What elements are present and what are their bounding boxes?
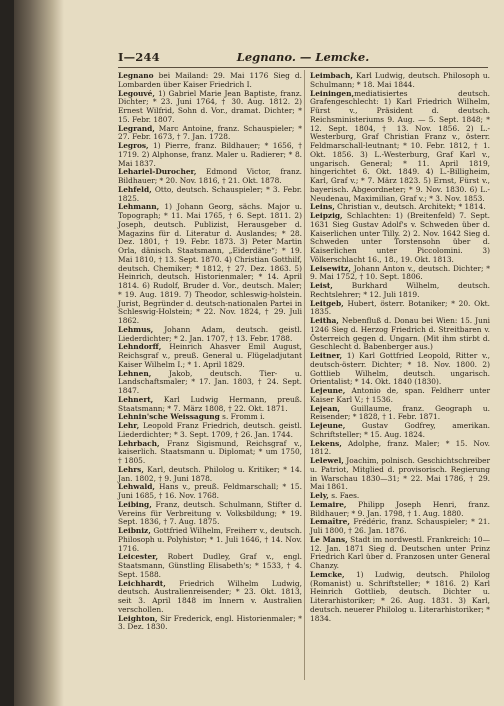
entry-headword: Lehnen, bbox=[118, 368, 152, 378]
entry-headword: Leipzig, bbox=[310, 211, 343, 220]
entry-text: Guillaume, franz. Geograph u. Reisender; * 1828, † 1. Febr. 1871. bbox=[310, 403, 490, 422]
entry-text: Burkhard Wilhelm, deutsch. Rechtslehrer; * 12. Juli 1819. bbox=[310, 281, 490, 299]
dictionary-entry bbox=[118, 90, 302, 125]
entry-text: 1) Johann Georg, sächs. Major u. Topograph; * 11. Mai 1765, † 6. Sept. 1811. 2) Joseph, deutsch. Publizist, Herausgeber d. Magazins für d. Literatur d. Auslandes; * 28. Dez. 1801, † 19. Febr. 1873. 3) Peter Martin Orla, dänisch. Staatsmann, „Eiderdäne“; * 19. Mai 1810, † 13. Sept. 1870. 4) Christian Gotthilf, deutsch. Chemiker; * 1812, † 27. Dez. 1863. 5) Heinrich, deutsch. Historienmaler; * 14. April 1814. 6) Rudolf, Bruder d. Vor., deutsch. Maler; * 19. Aug. 1819. 7) Theodor, schleswig-holstein. Jurist, Begründer d. deutsch-nationalen Partei in Schleswig-Holstein; * 22. Nov. 1824, † 29. Juli 1862. bbox=[118, 202, 302, 325]
entry-headword: Legros, bbox=[118, 141, 149, 150]
dictionary-entry bbox=[118, 72, 302, 90]
entry-text: Sir Frederick, engl. Historienmaler; * 3. Dez. 1830. bbox=[118, 613, 302, 632]
dictionary-entry bbox=[118, 466, 302, 484]
book-spine-edge bbox=[0, 0, 14, 706]
entry-headword: Lejeune, bbox=[310, 386, 346, 395]
entry-headword: Lemaire, bbox=[310, 499, 347, 509]
entry-headword: Lejeune, bbox=[310, 421, 346, 430]
left-column bbox=[118, 72, 302, 632]
entry-headword: Leimbach, bbox=[310, 71, 353, 80]
entry-headword: Lehndorff, bbox=[118, 342, 162, 352]
entry-text: s. Faes. bbox=[328, 491, 360, 500]
dictionary-entry bbox=[310, 72, 490, 90]
dictionary-entry bbox=[310, 265, 490, 283]
dictionary-entry bbox=[310, 536, 490, 571]
entry-text: Johann Adam, deutsch. geistl. Liederdichter; * 2. Jan. 1707, † 13. Febr. 1788. bbox=[118, 324, 302, 343]
entry-text: Antonio de, span. Feldherr unter Kaiser Karl V.; † 1536. bbox=[310, 386, 490, 404]
entry-headword: Lehwald, bbox=[118, 482, 155, 492]
entry-text: Nebenfluß d. Donau bei Wien: 15. Juni 1246 Sieg d. Herzog Friedrich d. Streitbaren v. Österreich gegen d. Ungarn. (Mit ihm stirbt d. Geschlecht d. Babenberger aus.) bbox=[310, 316, 490, 352]
entry-headword: Leibniz, bbox=[118, 526, 151, 535]
entry-headword: Lely, bbox=[310, 491, 329, 500]
entry-headword: Lehr, bbox=[118, 421, 140, 430]
page-header bbox=[118, 47, 488, 67]
dictionary-entry bbox=[118, 501, 302, 527]
dictionary-entry bbox=[310, 422, 490, 440]
entry-headword: Leighton, bbox=[118, 613, 158, 623]
dictionary-entry bbox=[118, 440, 302, 466]
entry-headword: Lehrbach, bbox=[118, 438, 160, 448]
entry-headword: Leibing, bbox=[118, 499, 152, 509]
dictionary-entry bbox=[118, 422, 302, 440]
dictionary-entry bbox=[118, 203, 302, 326]
entry-text: Gottfried Wilhelm, Freiherr v., deutsch. Philosoph u. Polyhistor; * 1. Juli 1646, † 14. Nov. 1716. bbox=[118, 526, 302, 553]
entry-headword: Lehmus, bbox=[118, 324, 154, 334]
entry-text: Stadt im nordwestl. Frankreich: 10—12. Jan. 1871 Sieg d. Deutschen unter Prinz Friedrich Karl über d. Franzosen unter General Chanzy. bbox=[310, 534, 490, 570]
entry-text: bei Mailand: 29. Mai 1176 Sieg d. Lombarden über Kaiser Friedrich I. bbox=[118, 71, 302, 89]
entry-text: 1) Karl Gottfried Leopold, Ritter v., deutsch-österr. Dichter; * 18. Nov. 1800. 2) Gottlieb Wilhelm, deutsch. ungarisch. Orientalist; * 14. Okt. 1840 (1830). bbox=[310, 351, 490, 387]
entry-headword: Legnano bbox=[118, 71, 154, 80]
entry-text: Marc Antoine, franz. Schauspieler; * 27. Febr. 1673, † 7. Jan. 1728. bbox=[118, 123, 302, 142]
dictionary-entry bbox=[310, 282, 490, 300]
entry-headword: Leisewitz, bbox=[310, 263, 351, 273]
dictionary-entry bbox=[118, 168, 302, 186]
dictionary-entry bbox=[118, 186, 302, 204]
entry-text: Hans v., preuß. Feldmarschall; * 15. Juni 1685, † 16. Nov. 1768. bbox=[118, 482, 302, 500]
entry-text: mediatisiertes deutsch. Grafengeschlecht: 1) Karl Friedrich Wilhelm, Fürst v., Präsident d. deutsch. Reichsministeriums 9. Aug. — 5. Sept. 1848; * 12. Sept. 1804, † 13. Nov. 1856. 2) L.-Westerburg, Graf Christian Franz v., österr. Feldmarschall-leutnant; * 10. Febr. 1812, † 1. Okt. 1856. 3) L.-Westerburg, Graf Karl v., ungarisch. General; * 11. April 1819, hingerichtet 6. Okt. 1849. 4) L.-Billigheim, Karl, Graf v.; * 7. März 1823. 5) Ernst, Fürst v., bayerisch. Abgeordneter; * 9. Nov. 1830. 6) L.-Neudenau, Maximilian, Graf v.; * 3. Nov. 1853. bbox=[310, 88, 490, 203]
dictionary-entry bbox=[118, 326, 302, 344]
entry-headword: Leitgeb, bbox=[310, 298, 344, 308]
entry-headword: Leist, bbox=[310, 281, 333, 290]
entry-text: Gustav Godfrey, amerikan. Schriftsteller; * 15. Aug. 1824. bbox=[310, 421, 490, 439]
entry-text: Karl Ludwig Hermann, preuß. Staatsmann; * 7. März 1808, † 22. Okt. 1871. bbox=[118, 394, 302, 413]
entry-headword: Leiningen, bbox=[310, 88, 355, 98]
dictionary-entry bbox=[118, 615, 302, 633]
entry-headword: Lehfeld, bbox=[118, 184, 152, 194]
dictionary-entry bbox=[310, 501, 490, 519]
entry-headword: Leitner, bbox=[310, 351, 343, 360]
entry-headword: Lehnert, bbox=[118, 394, 154, 404]
dictionary-entry bbox=[310, 352, 490, 387]
dictionary-entry bbox=[310, 317, 490, 352]
entry-text: Frédéric, franz. Schauspieler; * 21. Juli 1800, † 26. Jan. 1876. bbox=[310, 517, 490, 535]
entry-text: Christian v., deutsch. Architekt; * 1814. bbox=[334, 202, 486, 212]
entry-text: Philipp Joseph Henri, franz. Bildhauer; * 9. Jan. 1798, † 1. Aug. 1880. bbox=[310, 499, 490, 518]
right-column bbox=[310, 72, 490, 623]
dictionary-entry bbox=[118, 580, 302, 615]
entry-headword: Lehmann, bbox=[118, 202, 160, 212]
dictionary-entry bbox=[118, 370, 302, 396]
column-divider bbox=[304, 70, 305, 680]
entry-headword: Lemcke, bbox=[310, 569, 345, 579]
entry-headword: Lehnin'sche Weissagung bbox=[118, 412, 220, 422]
entry-headword: Lehariel-Durocher, bbox=[118, 167, 197, 177]
entry-headword: Lekens, bbox=[310, 438, 342, 448]
dictionary-entry bbox=[310, 90, 490, 204]
dictionary-entry bbox=[310, 440, 490, 458]
dictionary-entry bbox=[310, 405, 490, 423]
dictionary-entry bbox=[118, 142, 302, 168]
entry-text: 1) Ludwig, deutsch. Philolog (Romanist) u. Schriftsteller; * 1816. 2) Karl Heinrich Gottlieb, deutsch. Dichter u. Literarhistoriker; * 26. Aug. 1831. 3) Karl, deutsch. neuerer Philolog u. Literarhistoriker; * 1834. bbox=[310, 569, 490, 623]
entry-text: Franz Sigismund, Reichsgraf v., kaiserlich. Staatsmann u. Diplomat; * um 1750, † 1805. bbox=[118, 438, 302, 465]
entry-text: Heinrich Ahasver Emil August, Reichsgraf v., preuß. General u. Flügeladjutant Kaiser Wilhelm I.; * 1. April 1829. bbox=[118, 342, 302, 369]
entry-text: Johann Anton v., deutsch. Dichter; * 9. Mai 1752, † 10. Sept. 1806. bbox=[310, 263, 490, 282]
dictionary-entry bbox=[118, 527, 302, 553]
entry-headword: Leicester, bbox=[118, 552, 159, 562]
entry-headword: Legrand, bbox=[118, 123, 155, 133]
dictionary-entry bbox=[118, 125, 302, 143]
entry-text: 1) Gabriel Marie Jean Baptiste, franz. Dichter; * 23. Juni 1764, † 30. Aug. 1812. 2) Ernest Wilfrid, Sohn d. Vor., dramat. Dichter; * 15. Febr. 1807. bbox=[118, 88, 302, 124]
entry-text: Edmond Victor, franz. Bildhauer; * 20. Nov. 1816, † 21. Okt. 1878. bbox=[118, 167, 302, 185]
entry-text: Robert Dudley, Graf v., engl. Staatsmann, Günstling Elisabeth's; * 1533, † 4. Sept. 1588. bbox=[118, 552, 302, 579]
entry-headword: Lejean, bbox=[310, 403, 341, 413]
running-title: Legnano. — Lemcke. bbox=[236, 50, 370, 64]
entry-text: Karl Ludwig, deutsch. Philosoph u. Schulmann; * 18. Mai 1844. bbox=[310, 71, 490, 89]
dictionary-entry bbox=[310, 387, 490, 405]
entry-text: Schlachten: 1) (Breitenfeld) 7. Sept. 1631 Sieg Gustav Adolf's v. Schweden über d. Kaiserlichen unter Tilly. 2) 2. Nov. 1642 Sieg d. Schweden unter Torstensohn über d. Kaiserlichen unter Piccolomini. 3) Völkerschlacht 16., 18., 19. Okt. 1813. bbox=[310, 211, 490, 264]
entry-text: Karl, deutsch. Philolog u. Kritiker; * 14. Jan. 1802, † 9. Juni 1878. bbox=[118, 464, 302, 483]
entry-text: s. Fromm i. bbox=[219, 412, 265, 422]
entry-headword: Le Mans, bbox=[310, 534, 348, 544]
entry-headword: Leichhardt, bbox=[118, 578, 166, 588]
entry-text: 1) Pierre, franz. Bildhauer; * 1656, † 1719. 2) Alphonse, franz. Maler u. Radierer; * 8. Mai 1837. bbox=[118, 141, 302, 168]
entry-headword: Lemaître, bbox=[310, 517, 350, 527]
dictionary-entry bbox=[118, 483, 302, 501]
dictionary-entry bbox=[118, 396, 302, 414]
dictionary-entry bbox=[118, 553, 302, 579]
entry-text: Otto, deutsch. Schauspieler; * 3. Febr. 1825. bbox=[118, 184, 302, 203]
dictionary-entry bbox=[118, 343, 302, 369]
dictionary-entry bbox=[310, 212, 490, 265]
entry-headword: Leitha, bbox=[310, 316, 339, 325]
entry-text: Leopold Franz Friedrich, deutsch. geistl. Liederdichter; * 3. Sept. 1709, † 26. Jan. 1744. bbox=[118, 421, 302, 439]
entry-headword: Lehrs, bbox=[118, 464, 144, 474]
dictionary-entry bbox=[310, 300, 490, 318]
entry-text: Hubert, österr. Botaniker; * 20. Okt. 1835. bbox=[310, 298, 490, 317]
dictionary-entry bbox=[310, 457, 490, 492]
dictionary-entry bbox=[310, 571, 490, 624]
dictionary-entry bbox=[310, 518, 490, 536]
entry-text: Joachim, polnisch. Geschichtschreiber u. Patriot, Mitglied d. provisorisch. Regierung in Warschau 1830—31; * 22. Mai 1786, † 29. Mai 1861. bbox=[310, 456, 490, 492]
page-number: I—244 bbox=[118, 50, 160, 64]
entry-headword: Lelewel, bbox=[310, 456, 344, 465]
entry-text: Jakob, deutsch. Tier- u. Landschaftsmaler; * 17. Jan. 1803, † 24. Sept. 1847. bbox=[118, 368, 302, 395]
entry-headword: Leins, bbox=[310, 202, 335, 212]
entry-text: Friedrich Wilhelm Ludwig, deutsch. Australienreisender; * 23. Okt. 1813, seit 3. April 1848 im Innern v. Australien verschollen. bbox=[118, 578, 302, 614]
entry-text: Adolphe, franz. Maler; * 15. Nov. 1812. bbox=[310, 438, 490, 457]
header-rule bbox=[118, 67, 488, 68]
entry-headword: Legouvé, bbox=[118, 88, 155, 98]
entry-text: Franz, deutsch. Schulmann, Stifter d. Vereins für Verbreitung v. Volksbildung; * 19. Sept. 1836, † 7. Aug. 1875. bbox=[118, 499, 302, 527]
